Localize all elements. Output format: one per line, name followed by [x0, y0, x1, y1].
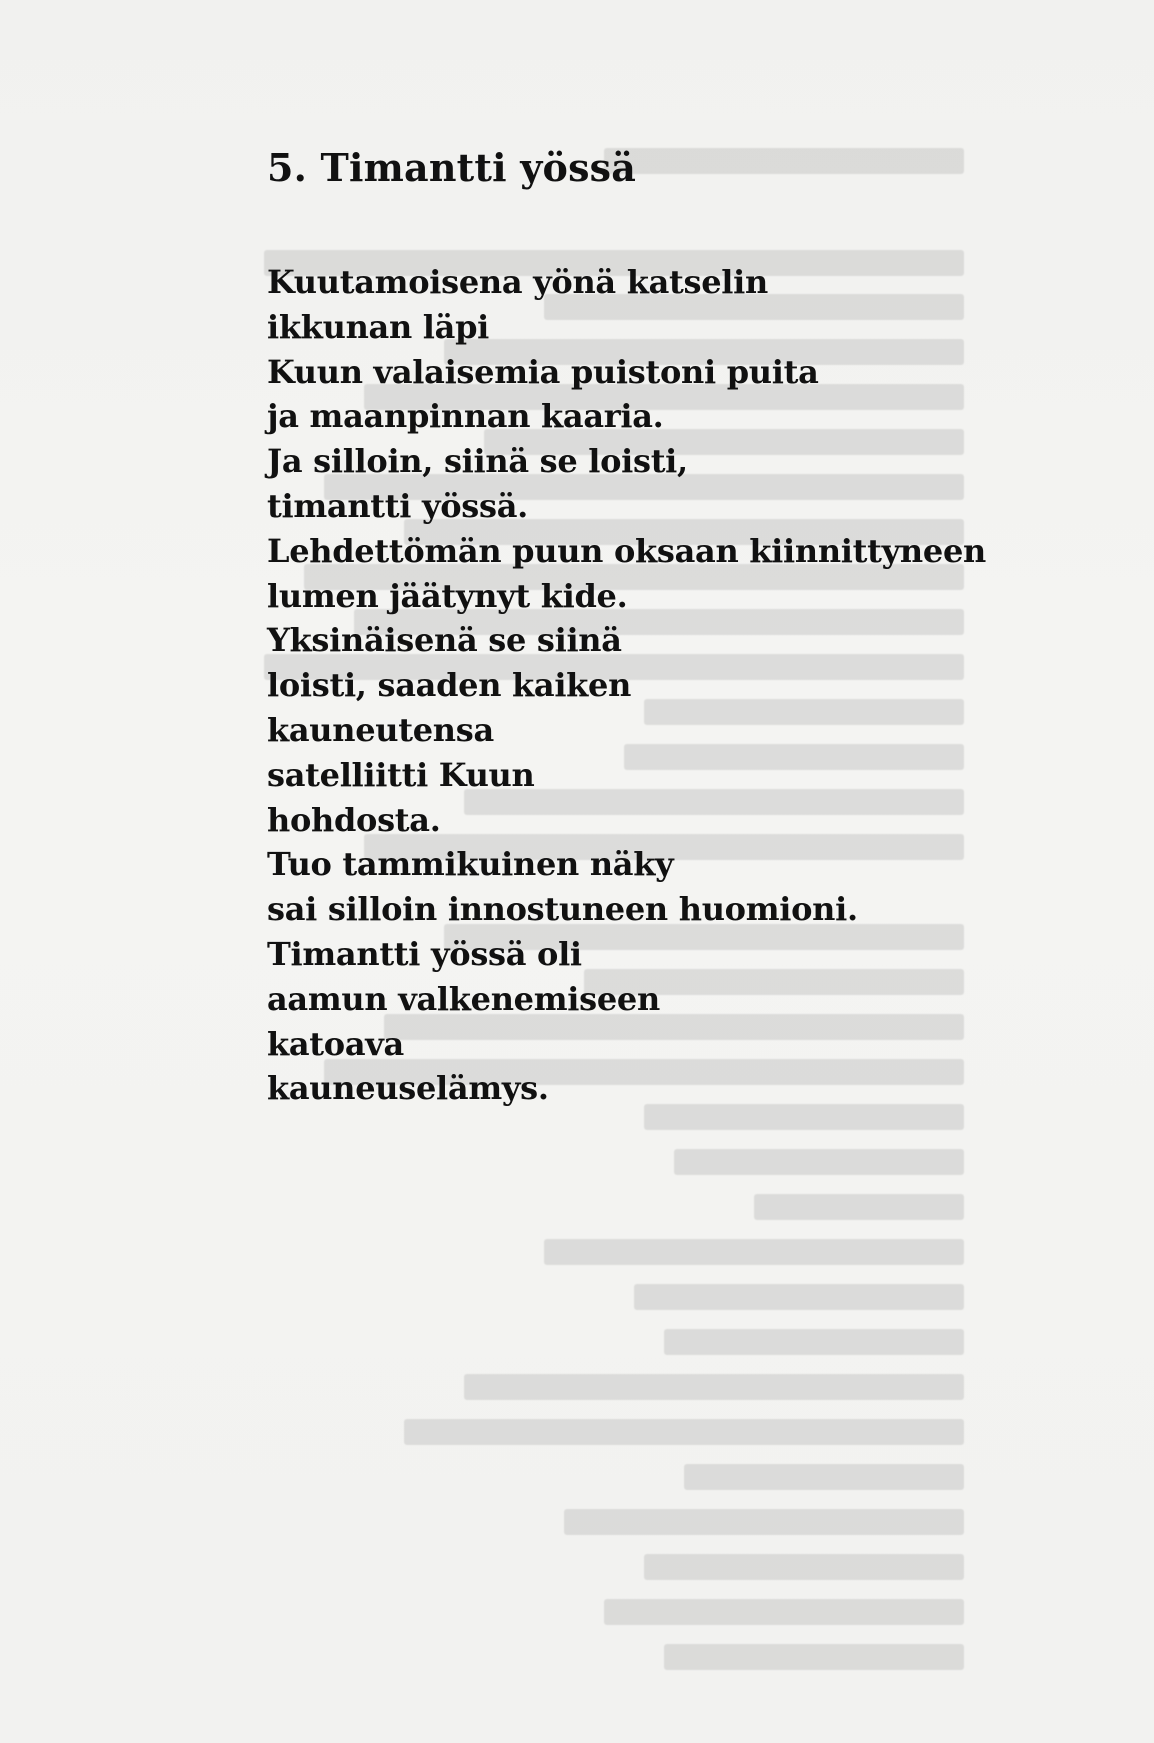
poem-line: loisti, saaden kaiken	[267, 666, 632, 705]
poem-line: kauneuselämys.	[267, 1069, 549, 1108]
poem-body	[267, 260, 1027, 1111]
poem-line: ja maanpinnan kaaria.	[267, 397, 664, 436]
poem-title: 5. Timantti yössä	[267, 145, 637, 190]
poem-line: kauneutensa	[267, 710, 494, 749]
poem-line: Kuun valaisemia puistoni puita	[267, 352, 819, 391]
poem-line: hohdosta.	[267, 800, 441, 839]
poem-line: timantti yössä.	[267, 486, 529, 525]
poem-line: lumen jäätynyt kide.	[267, 576, 628, 615]
poem-line: ikkunan läpi	[267, 307, 489, 346]
poem-line: katoava	[267, 1024, 404, 1063]
poem-line: Lehdettömän puun oksaan kiinnittyneen	[267, 531, 986, 570]
poem-line: Tuo tammikuinen näky	[267, 845, 674, 884]
poem-line: satelliitti Kuun	[267, 755, 535, 794]
poem-line: Yksinäisenä se siinä	[267, 621, 622, 660]
poem-line: aamun valkenemiseen	[267, 979, 660, 1018]
poem	[267, 138, 1027, 1111]
poem-line: Ja silloin, siinä se loisti,	[267, 442, 688, 481]
poem-line: Kuutamoisena yönä katselin	[267, 263, 768, 301]
poem-line: sai silloin innostuneen huomioni.	[267, 890, 858, 929]
poem-line: Timantti yössä oli	[267, 934, 582, 973]
